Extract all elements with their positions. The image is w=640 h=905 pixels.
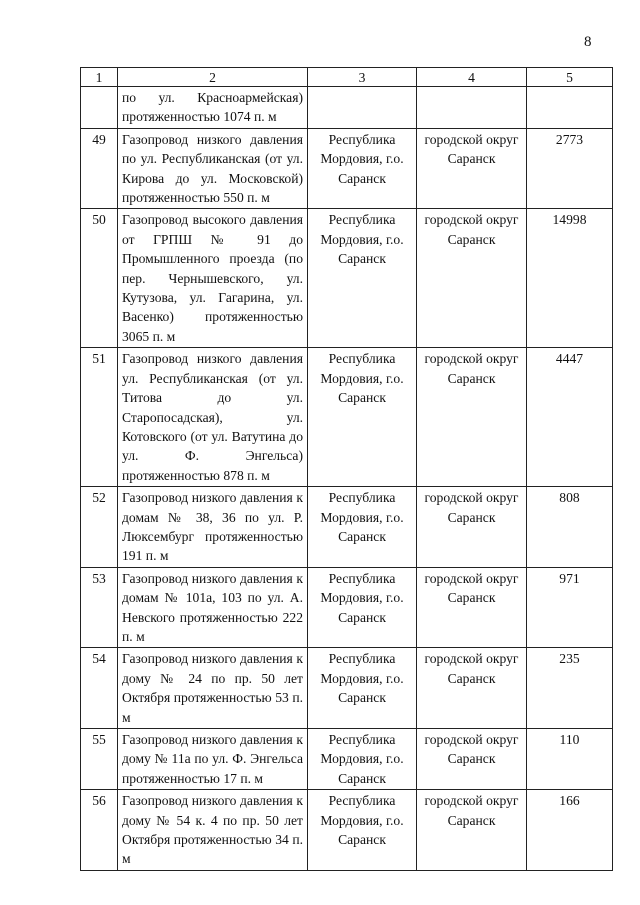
row-number: 53	[81, 567, 118, 648]
row-number	[81, 87, 118, 129]
municipal-district: городской округ Саранск	[417, 487, 527, 568]
municipal-district: городской округ Саранск	[417, 790, 527, 871]
municipal-district: городской округ Саранск	[417, 648, 527, 729]
column-number-row	[81, 68, 613, 87]
object-description: Газопровод низкого давления к дому № 11а по ул. Ф. Энгельса протяженностью 17 п. м	[118, 729, 308, 790]
municipal-district: городской округ Саранск	[417, 209, 527, 348]
object-value: 808	[527, 487, 613, 568]
table-row	[81, 790, 613, 871]
row-number: 56	[81, 790, 118, 871]
page-number: 8	[584, 34, 592, 50]
table-row	[81, 209, 613, 348]
object-location: Республика Мордовия, г.о. Саранск	[308, 648, 417, 729]
object-location: Республика Мордовия, г.о. Саранск	[308, 567, 417, 648]
object-location: Республика Мордовия, г.о. Саранск	[308, 487, 417, 568]
municipal-district	[417, 87, 527, 129]
object-location: Республика Мордовия, г.о. Саранск	[308, 128, 417, 209]
table-row	[81, 487, 613, 568]
object-description: Газопровод низкого давления к дому № 24 по пр. 50 лет Октября протяженностью 53 п. м	[118, 648, 308, 729]
row-number: 49	[81, 128, 118, 209]
column-number: 1	[81, 68, 118, 87]
object-value: 4447	[527, 348, 613, 487]
object-value: 971	[527, 567, 613, 648]
object-description: Газопровод низкого давления ул. Республиканская (от ул. Титова до ул. Старопосадская), ул. Котовского (от ул. Ватутина до ул. Ф. Энгельса) протяженностью 878 п. м	[118, 348, 308, 487]
column-number: 3	[308, 68, 417, 87]
object-value: 166	[527, 790, 613, 871]
object-description: Газопровод низкого давления к дому № 54 к. 4 по пр. 50 лет Октября протяженностью 34 п. м	[118, 790, 308, 871]
object-value: 110	[527, 729, 613, 790]
object-value: 235	[527, 648, 613, 729]
column-number: 4	[417, 68, 527, 87]
object-value: 2773	[527, 128, 613, 209]
table-row	[81, 128, 613, 209]
table-row	[81, 348, 613, 487]
object-location: Республика Мордовия, г.о. Саранск	[308, 790, 417, 871]
column-number: 5	[527, 68, 613, 87]
row-number: 54	[81, 648, 118, 729]
table-row	[81, 648, 613, 729]
municipal-district: городской округ Саранск	[417, 128, 527, 209]
row-number: 52	[81, 487, 118, 568]
municipal-district: городской округ Саранск	[417, 567, 527, 648]
table-row	[81, 729, 613, 790]
object-description: Газопровод низкого давления к домам № 38, 36 по ул. Р. Люксембург протяженностью 191 п. м	[118, 487, 308, 568]
object-location: Республика Мордовия, г.о. Саранск	[308, 348, 417, 487]
object-location: Республика Мордовия, г.о. Саранск	[308, 209, 417, 348]
object-description: Газопровод высокого давления от ГРПШ № 91 до Промышленного проезда (по пер. Чернышевского, ул. Кутузова, ул. Гагарина, ул. Васенко) протяженностью 3065 п. м	[118, 209, 308, 348]
object-description: Газопровод низкого давления по ул. Республиканская (от ул. Кирова до ул. Московской) протяженностью 550 п. м	[118, 128, 308, 209]
row-number: 51	[81, 348, 118, 487]
object-description: по ул. Красноармейская) протяженностью 1074 п. м	[118, 87, 308, 129]
object-value	[527, 87, 613, 129]
row-number: 50	[81, 209, 118, 348]
object-location: Республика Мордовия, г.о. Саранск	[308, 729, 417, 790]
row-number: 55	[81, 729, 118, 790]
continuation-row	[81, 87, 613, 129]
object-value: 14998	[527, 209, 613, 348]
column-number: 2	[118, 68, 308, 87]
object-location	[308, 87, 417, 129]
municipal-district: городской округ Саранск	[417, 348, 527, 487]
table-row	[81, 567, 613, 648]
gas-pipeline-table	[80, 67, 613, 871]
municipal-district: городской округ Саранск	[417, 729, 527, 790]
object-description: Газопровод низкого давления к домам № 101а, 103 по ул. А. Невского протяженностью 222 п. м	[118, 567, 308, 648]
